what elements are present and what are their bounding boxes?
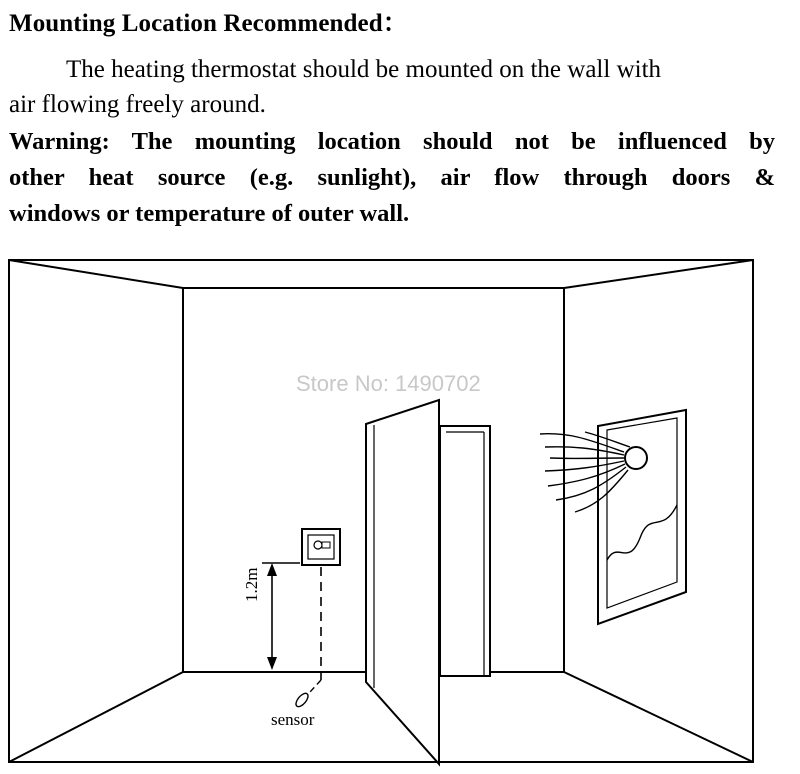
height-dimension bbox=[262, 563, 300, 670]
description-line-1: The heating thermostat should be mounted on the wall with bbox=[66, 56, 662, 83]
ceiling-left-edge bbox=[9, 260, 183, 288]
floor-right-edge bbox=[564, 672, 753, 762]
floor-left-edge bbox=[9, 672, 183, 762]
height-label: 1.2m bbox=[242, 567, 261, 602]
sensor-label: sensor bbox=[271, 710, 315, 729]
warning-line-3: windows or temperature of outer wall. bbox=[9, 200, 410, 227]
window bbox=[598, 410, 686, 624]
warning-line-2: other heat source (e.g. sunlight), air flow through doors & bbox=[9, 164, 775, 191]
floor-sensor bbox=[294, 691, 310, 708]
thermostat-icon bbox=[302, 529, 340, 565]
store-watermark: Store No: 1490702 bbox=[296, 371, 481, 396]
section-heading: Mounting Location Recommended： bbox=[9, 10, 408, 37]
door-frame bbox=[440, 426, 490, 676]
ceiling-right-edge bbox=[564, 260, 753, 288]
description-line-2: air flowing freely around. bbox=[9, 91, 266, 118]
open-door bbox=[366, 400, 439, 764]
warning-line-1: Warning: The mounting location should not be influenced by bbox=[9, 128, 775, 155]
